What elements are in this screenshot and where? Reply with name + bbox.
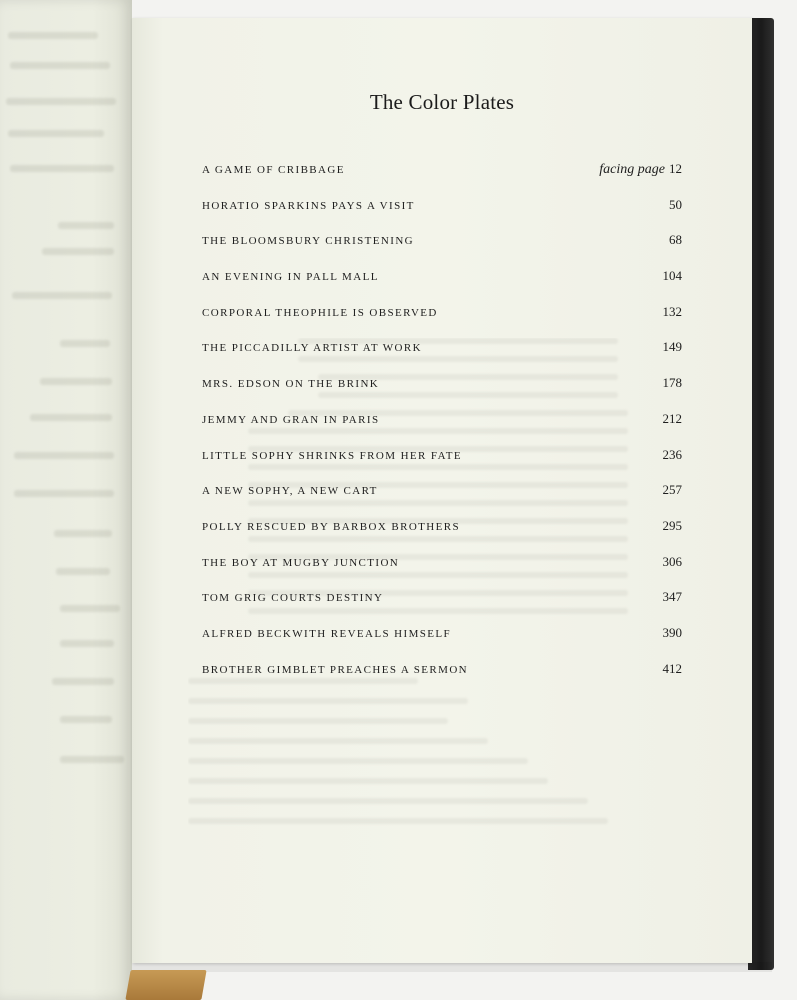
- plate-entry: [202, 367, 682, 403]
- plate-page-number: 347: [662, 589, 682, 605]
- plate-title: MRS. EDSON ON THE BRINK: [202, 378, 380, 391]
- plate-page-number: 104: [662, 268, 682, 284]
- plate-page-number: 50: [669, 196, 682, 212]
- plate-title: TOM GRIG COURTS DESTINY: [202, 592, 384, 605]
- plate-entry: [202, 617, 682, 653]
- plate-entry: [202, 403, 682, 439]
- plate-entry: [202, 546, 682, 582]
- plate-title: HORATIO SPARKINS PAYS A VISIT: [202, 199, 415, 212]
- plate-page-number: 306: [662, 553, 682, 569]
- plate-page-number: 178: [662, 375, 682, 391]
- plate-entry: [202, 260, 682, 296]
- bookmark-ribbon: [125, 970, 206, 1000]
- plate-title: A GAME OF CRIBBAGE: [202, 164, 345, 176]
- plate-page-number: 132: [662, 303, 682, 319]
- plate-page-number: 257: [662, 482, 682, 498]
- plate-entry: [202, 296, 682, 332]
- facing-page-label: facing page: [599, 162, 665, 177]
- left-facing-page: [0, 0, 132, 1000]
- plate-entry: [202, 331, 682, 367]
- plate-entry: [202, 153, 682, 189]
- color-plates-list: [202, 153, 682, 688]
- plate-page-number: 149: [662, 339, 682, 355]
- plate-entry: [202, 439, 682, 475]
- plate-title: CORPORAL THEOPHILE IS OBSERVED: [202, 306, 438, 319]
- plate-title: THE BOY AT MUGBY JUNCTION: [202, 556, 400, 569]
- plate-entry: [202, 581, 682, 617]
- plate-entry: [202, 189, 682, 225]
- plate-page-number: 295: [662, 517, 682, 533]
- page-title: The Color Plates: [369, 90, 515, 114]
- plate-title: JEMMY AND GRAN IN PARIS: [202, 413, 380, 426]
- plate-title: THE PICCADILLY ARTIST AT WORK: [202, 342, 422, 355]
- plate-title: BROTHER GIMBLET PREACHES A SERMON: [202, 663, 469, 676]
- plate-title: ALFRED BECKWITH REVEALS HIMSELF: [202, 627, 452, 640]
- page-bottom-shadow: [132, 962, 772, 972]
- book-page: [132, 18, 752, 963]
- plate-entry: [202, 653, 682, 689]
- plate-page-number: [599, 153, 682, 178]
- plate-title: AN EVENING IN PALL MALL: [202, 271, 379, 284]
- plate-title: A NEW SOPHY, A NEW CART: [202, 485, 378, 498]
- plate-entry: [202, 224, 682, 260]
- page-number-value: 12: [669, 161, 682, 176]
- plate-page-number: 212: [662, 410, 682, 426]
- plate-title: LITTLE SOPHY SHRINKS FROM HER FATE: [202, 449, 462, 462]
- plate-title: POLLY RESCUED BY BARBOX BROTHERS: [202, 520, 461, 533]
- plate-page-number: 68: [669, 232, 682, 248]
- plate-title: THE BLOOMSBURY CHRISTENING: [202, 235, 415, 248]
- plate-entry: [202, 510, 682, 546]
- plate-entry: [202, 474, 682, 510]
- plate-page-number: 236: [662, 446, 682, 462]
- plate-page-number: 412: [662, 660, 682, 676]
- plate-page-number: 390: [662, 624, 682, 640]
